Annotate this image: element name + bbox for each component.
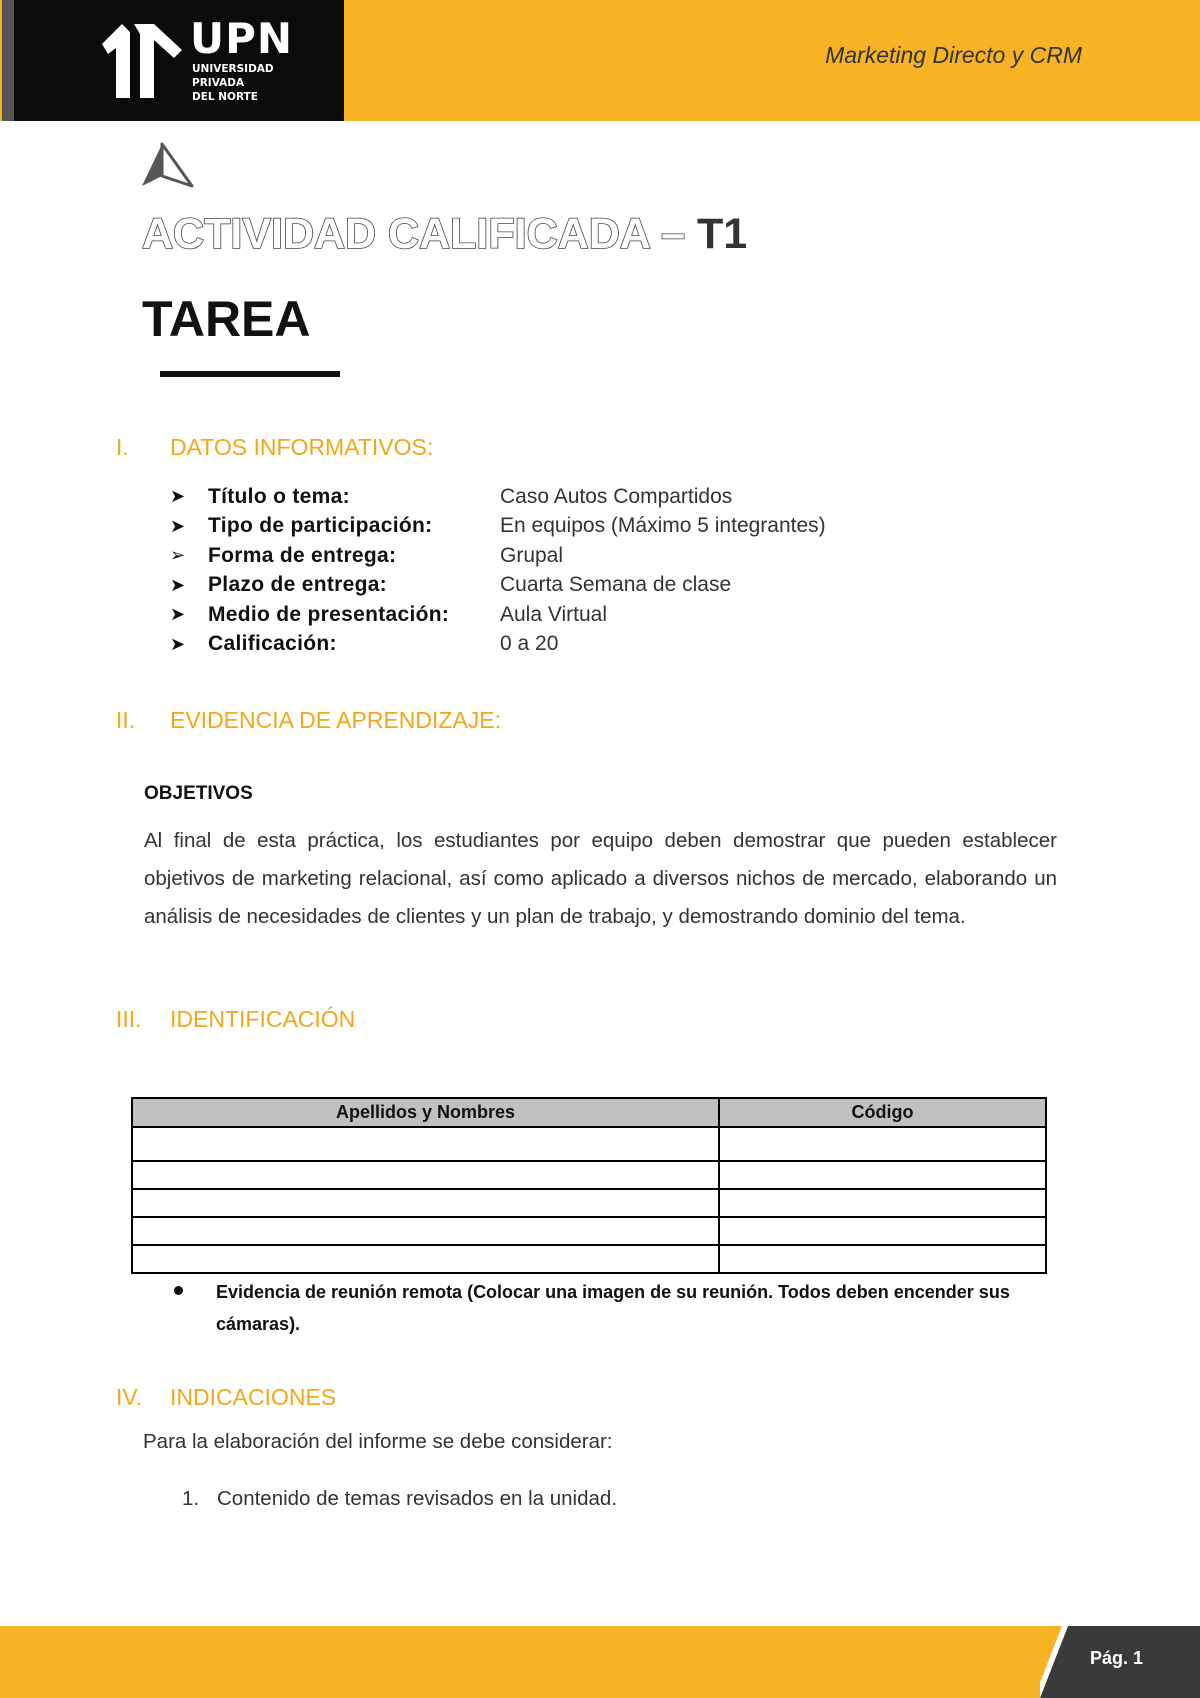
list-item	[170, 600, 826, 630]
navigation-arrow-icon	[140, 140, 196, 188]
upn-logo-mark-icon	[102, 22, 182, 98]
datos-label: Medio de presentación:	[208, 602, 450, 626]
table-row	[132, 1245, 1046, 1273]
section-heading-datos	[116, 434, 433, 461]
course-title: Marketing Directo y CRM	[825, 42, 1082, 68]
section-title: INDICACIONES	[170, 1384, 337, 1410]
table-cell-codigo[interactable]	[719, 1189, 1046, 1217]
datos-value: En equipos (Máximo 5 integrantes)	[500, 514, 826, 538]
section-number: II.	[116, 707, 136, 733]
section-number: III.	[116, 1006, 142, 1032]
datos-label: Forma de entrega:	[208, 543, 397, 567]
table-header-row	[132, 1098, 1046, 1127]
logo-word: UPN	[190, 14, 294, 63]
indicaciones-intro: Para la elaboración del informe se debe considerar:	[143, 1430, 613, 1453]
page-number: Pág. 1	[1090, 1648, 1144, 1668]
table-cell-nombres[interactable]	[132, 1127, 719, 1161]
table-cell-codigo[interactable]	[719, 1245, 1046, 1273]
section-heading-identificacion	[116, 1006, 355, 1033]
list-item	[170, 512, 826, 542]
table-cell-codigo[interactable]	[719, 1127, 1046, 1161]
list-item	[170, 482, 826, 512]
activity-title-code: T1	[685, 210, 748, 258]
item-number: 1.	[182, 1487, 200, 1510]
datos-value: 0 a 20	[500, 632, 559, 656]
section-number: I.	[116, 434, 129, 460]
title-underline	[160, 371, 340, 377]
arrow-bullet-icon: ➤	[170, 633, 186, 654]
column-header-codigo: Código	[719, 1098, 1046, 1127]
objetivos-heading: OBJETIVOS	[144, 783, 253, 804]
evidence-note	[176, 1276, 1036, 1340]
upn-logo	[2, 0, 344, 121]
tarea-title: TAREA	[142, 291, 311, 347]
arrow-bullet-icon: ➢	[170, 545, 186, 566]
section-heading-indicaciones	[116, 1384, 336, 1411]
datos-value: Caso Autos Compartidos	[500, 484, 733, 508]
section-heading-evidencia	[116, 707, 501, 734]
arrow-bullet-icon: ➤	[170, 604, 186, 625]
arrow-bullet-icon: ➤	[170, 515, 186, 536]
section-title: IDENTIFICACIÓN	[170, 1006, 356, 1032]
datos-value: Cuarta Semana de clase	[500, 573, 732, 597]
activity-title	[142, 210, 747, 259]
table-cell-nombres[interactable]	[132, 1161, 719, 1189]
table-row	[132, 1127, 1046, 1161]
section-title: DATOS INFORMATIVOS:	[170, 434, 434, 460]
table-row	[132, 1189, 1046, 1217]
datos-label: Tipo de participación:	[208, 514, 433, 538]
list-item	[170, 541, 826, 571]
indicaciones-item	[182, 1487, 617, 1511]
datos-value: Aula Virtual	[500, 602, 608, 626]
list-item	[170, 571, 826, 601]
logo-subtitle: UNIVERSIDAD PRIVADA DEL NORTE	[192, 63, 274, 103]
list-item	[170, 630, 826, 660]
item-text: Contenido de temas revisados en la unidad.	[217, 1487, 618, 1510]
datos-label: Plazo de entrega:	[208, 573, 387, 597]
objetivos-paragraph: Al final de esta práctica, los estudiantes por equipo deben demostrar que pueden establecer objetivos de marketing relacional, así como aplicado a diversos nichos de mercado, elaborando un análisis de necesidades de clientes y un plan de trabajo, y demostrando dominio del tema.	[144, 829, 1057, 928]
datos-list	[170, 482, 826, 659]
table-cell-codigo[interactable]	[719, 1161, 1046, 1189]
evidence-text: Evidencia de reunión remota (Colocar una imagen de su reunión. Todos deben encender sus cámaras).	[216, 1282, 1010, 1334]
datos-label: Calificación:	[208, 632, 337, 656]
table-cell-nombres[interactable]	[132, 1189, 719, 1217]
table-row	[132, 1217, 1046, 1245]
section-title: EVIDENCIA DE APRENDIZAJE:	[170, 707, 502, 733]
table-cell-codigo[interactable]	[719, 1217, 1046, 1245]
bullet-dot-icon	[174, 1286, 183, 1295]
table-row	[132, 1161, 1046, 1189]
section-number: IV.	[116, 1384, 143, 1410]
activity-title-outline: ACTIVIDAD CALIFICADA –	[142, 210, 686, 258]
column-header-nombres: Apellidos y Nombres	[132, 1098, 719, 1127]
footer-band	[0, 1626, 1200, 1698]
table-cell-nombres[interactable]	[132, 1217, 719, 1245]
datos-value: Grupal	[500, 543, 564, 567]
datos-label: Título o tema:	[208, 484, 350, 508]
arrow-bullet-icon: ➤	[170, 574, 186, 595]
table-cell-nombres[interactable]	[132, 1245, 719, 1273]
identification-table	[131, 1097, 1047, 1274]
arrow-bullet-icon: ➤	[170, 486, 186, 507]
